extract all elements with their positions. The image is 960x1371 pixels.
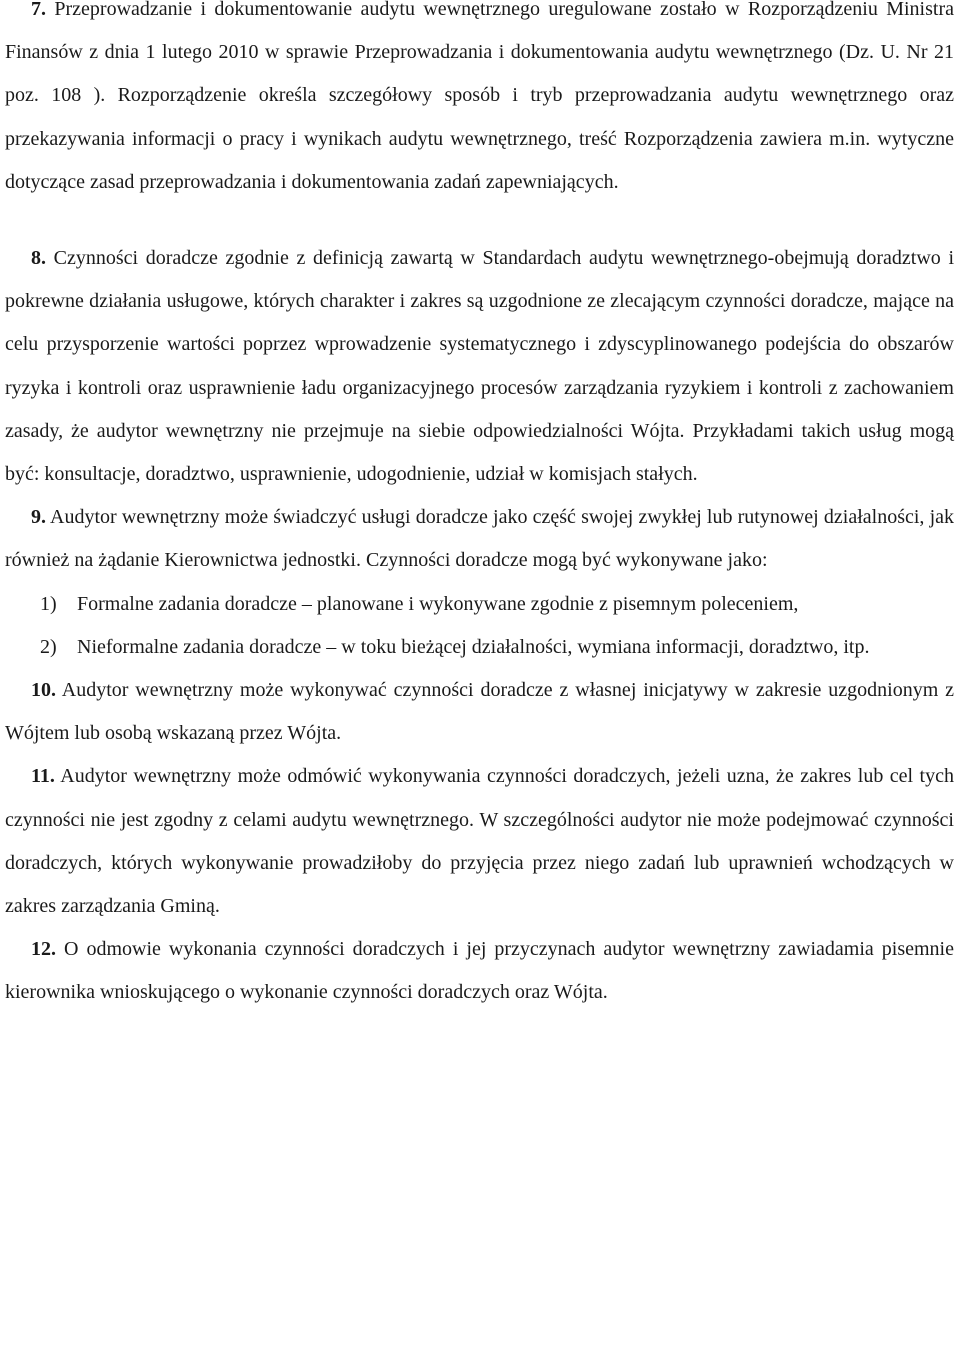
paragraph-text: Audytor wewnętrzny może świadczyć usługi doradcze jako część swojej zwykłej lub rutynowej działalności, jak również na żądanie Kierownictwa jednostki. Czynności doradcze mogą być wykonywane jako:: [5, 506, 954, 572]
paragraph-9: [5, 496, 954, 582]
section-number: 10.: [31, 679, 56, 702]
paragraph-7: [5, 0, 954, 204]
list-marker: 2): [40, 635, 57, 658]
list-item-text: Nieformalne zadania doradcze – w toku bieżącej działalności, wymiana informacji, doradztwo, itp.: [77, 635, 870, 658]
paragraph-text: O odmowie wykonania czynności doradczych i jej przyczynach audytor wewnętrzny zawiadamia pisemnie kierownika wnioskującego o wykonanie czynności doradczych oraz Wójta.: [5, 938, 954, 1004]
list-marker: 1): [40, 592, 57, 615]
paragraph-text: Audytor wewnętrzny może wykonywać czynności doradcze z własnej inicjatywy w zakresie uzgodnionym z Wójtem lub osobą wskazaną przez Wójta.: [5, 679, 954, 745]
paragraph-11: [5, 755, 954, 928]
list-item: [5, 626, 954, 669]
paragraph-text: Audytor wewnętrzny może odmówić wykonywania czynności doradczych, jeżeli uzna, że zakres lub cel tych czynności nie jest zgodny z celami audytu wewnętrznego. W szczególności audytor nie może podejmować czynności doradczych, których wykonywanie prowadziłoby do przyjęcia przez niego zadań lub uprawnień wchodzących w zakres zarządzania Gminą.: [5, 765, 954, 918]
section-number: 7.: [31, 0, 46, 20]
document-page: [5, 0, 954, 1015]
section-number: 12.: [31, 938, 56, 961]
section-number: 11.: [31, 765, 55, 788]
paragraph-8: [5, 237, 954, 496]
paragraph-text: Przeprowadzanie i dokumentowanie audytu wewnętrznego uregulowane zostało w Rozporządzeniu Ministra Finansów z dnia 1 lutego 2010 w sprawie Przeprowadzania i dokumentowania audytu wewnętrznego (Dz. U. Nr 21 poz. 108 ). Rozporządzenie określa szczegółowy sposób i tryb przeprowadzania audytu wewnętrznego oraz przekazywania informacji o pracy i wynikach audytu wewnętrznego, treść Rozporządzenia zawiera m.in. wytyczne dotyczące zasad przeprowadzania i dokumentowania zadań zapewniających.: [5, 0, 954, 193]
consulting-forms-list: [5, 583, 954, 669]
paragraph-10: [5, 669, 954, 755]
paragraph-12: [5, 928, 954, 1014]
section-number: 9.: [31, 506, 46, 529]
list-item: [5, 583, 954, 626]
list-item-text: Formalne zadania doradcze – planowane i wykonywane zgodnie z pisemnym poleceniem,: [77, 592, 799, 615]
section-number: 8.: [31, 247, 46, 270]
paragraph-text: Czynności doradcze zgodnie z definicją zawartą w Standardach audytu wewnętrznego-obejmują doradztwo i pokrewne działania usługowe, których charakter i zakres są uzgodnione ze zlecającym czynności doradcze, mające na celu przysporzenie wartości poprzez wprowadzenie systematycznego i zdyscyplinowanego podejścia do obszarów ryzyka i kontroli oraz usprawnienie ładu organizacyjnego procesów zarządzania ryzykiem i kontroli z zachowaniem zasady, że audytor wewnętrzny nie przejmuje na siebie odpowiedzialności Wójta. Przykładami takich usług mogą być: konsultacje, doradztwo, usprawnienie, udogodnienie, udział w komisjach stałych.: [5, 247, 954, 486]
